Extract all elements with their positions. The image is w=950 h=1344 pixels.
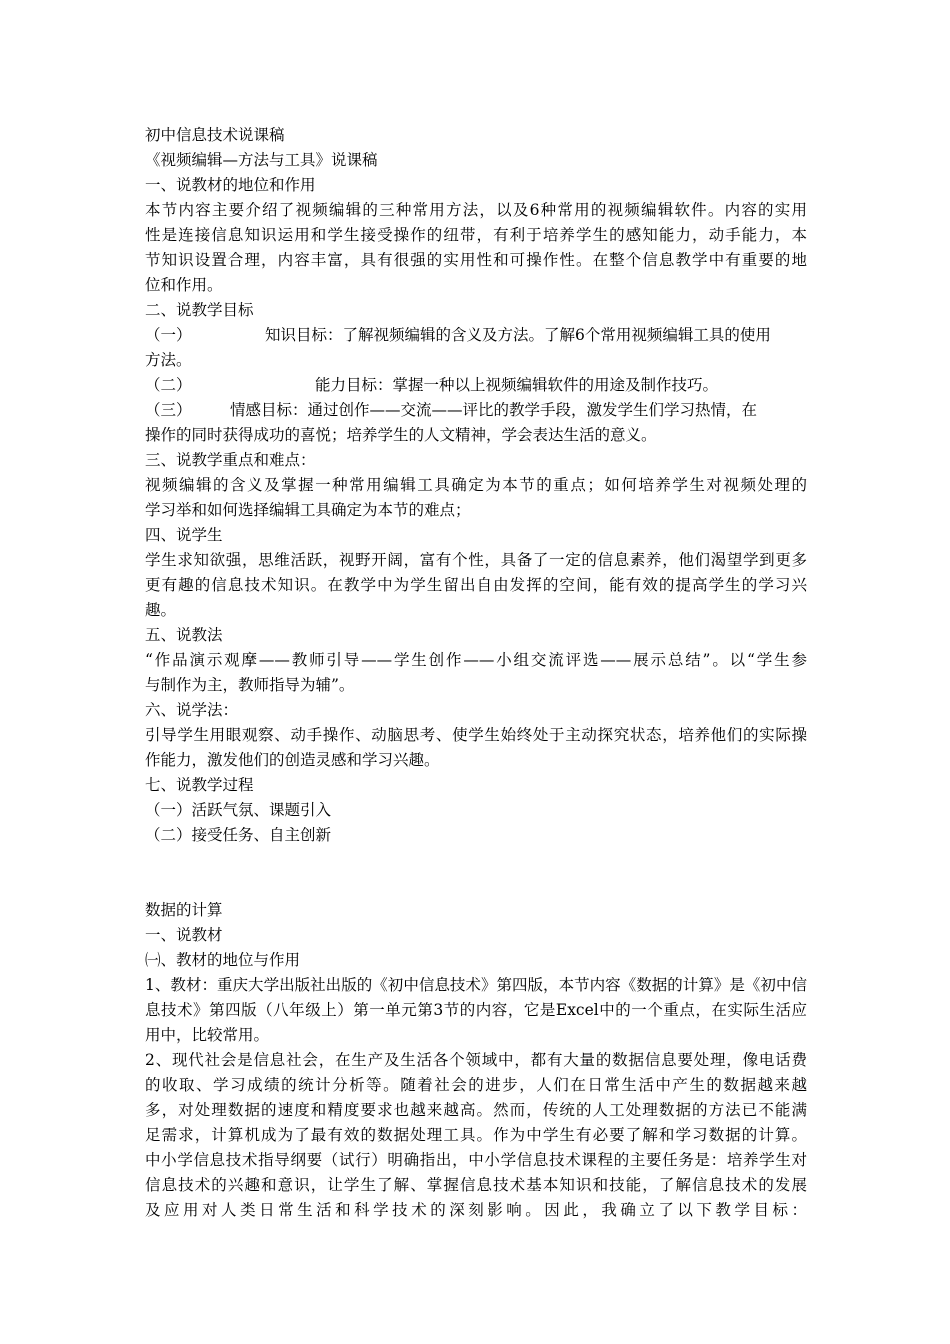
goal-1 bbox=[145, 323, 807, 348]
paragraph-line: 信息技术的兴趣和意识，让学生了解、掌握信息技术基本知识和技能，了解信息技术的发展 bbox=[145, 1176, 807, 1194]
paragraph-line: 位和作用。 bbox=[145, 276, 223, 294]
paragraph-line: 学生求知欲强，思维活跃，视野开阔，富有个性，具备了一定的信息素养，他们渴望学到更多 bbox=[145, 551, 807, 569]
paragraph-line: 的收取、学习成绩的统计分析等。随着社会的进步，人们在日常生活中产生的数据越来越 bbox=[145, 1076, 807, 1094]
paragraph-line: 足需求，计算机成为了最有效的数据处理工具。作为中学生有必要了解和学习数据的计算。 bbox=[145, 1126, 807, 1144]
paragraph-line: 本节内容主要介绍了视频编辑的三种常用方法，以及6种常用的视频编辑软件。内容的实用 bbox=[145, 201, 807, 219]
heading-2: 二、说教学目标 bbox=[145, 301, 254, 319]
goal-3 bbox=[145, 398, 807, 423]
paragraph-line: 用中，比较常用。 bbox=[145, 1026, 270, 1044]
goal-text: 情感目标：通过创作——交流——评比的教学手段，激发学生们学习热情，在 bbox=[230, 401, 758, 419]
paragraph-line: 节知识设置合理，内容丰富，具有很强的实用性和可操作性。在整个信息教学中有重要的地 bbox=[145, 251, 807, 269]
subheading: （二）接受任务、自主创新 bbox=[145, 826, 332, 844]
goal-3-continued: 操作的同时获得成功的喜悦；培养学生的人文精神，学会表达生活的意义。 bbox=[145, 426, 657, 444]
lesson-subtitle: 《视频编辑—方法与工具》说课稿 bbox=[145, 151, 378, 169]
heading-1: 一、说教材的地位和作用 bbox=[145, 176, 316, 194]
heading-3: 三、说教学重点和难点： bbox=[145, 451, 316, 469]
document-body bbox=[145, 123, 807, 1223]
paragraph-line: 息技术》第四版（八年级上）第一单元第3节的内容，它是Excel中的一个重点，在实际生活应 bbox=[145, 1001, 807, 1019]
subheading: （一）活跃气氛、课题引入 bbox=[145, 801, 332, 819]
section-2-heading-1: 一、说教材 bbox=[145, 926, 223, 944]
goal-2 bbox=[145, 373, 807, 398]
paragraph-line: 作能力，激发他们的创造灵感和学习兴趣。 bbox=[145, 751, 440, 769]
goal-text: 能力目标：掌握一种以上视频编辑软件的用途及制作技巧。 bbox=[315, 376, 719, 394]
section-2-title: 数据的计算 bbox=[145, 901, 223, 919]
paragraph-line: 趣。 bbox=[145, 601, 177, 619]
goal-number: （一） bbox=[145, 326, 192, 344]
heading-7: 七、说教学过程 bbox=[145, 776, 254, 794]
paragraph-line: 1、教材：重庆大学出版社出版的《初中信息技术》第四版，本节内容《数据的计算》是《初中信 bbox=[145, 976, 807, 994]
goal-text: 知识目标：了解视频编辑的含义及方法。了解6个常用视频编辑工具的使用 bbox=[265, 326, 771, 344]
paragraph-line: 与制作为主，教师指导为辅”。 bbox=[145, 676, 355, 694]
paragraph-line: 视频编辑的含义及掌握一种常用编辑工具确定为本节的重点；如何培养学生对视频处理的 bbox=[145, 476, 807, 494]
paragraph-line: 2、现代社会是信息社会，在生产及生活各个领域中，都有大量的数据信息要处理，像电话费 bbox=[145, 1051, 807, 1069]
paragraph-line: 及应用对人类日常生活和科学技术的深刻影响。因此，我确立了以下教学目标： bbox=[145, 1201, 807, 1219]
paragraph-line: “作品演示观摩——教师引导——学生创作——小组交流评选——展示总结”。以“学生参 bbox=[145, 651, 807, 669]
goal-1-continued: 方法。 bbox=[145, 351, 192, 369]
document-title: 初中信息技术说课稿 bbox=[145, 126, 285, 144]
section-2-subheading: ㈠、教材的地位与作用 bbox=[145, 951, 301, 969]
paragraph-line: 中小学信息技术指导纲要（试行）明确指出，中小学信息技术课程的主要任务是：培养学生对 bbox=[145, 1151, 807, 1169]
paragraph-line: 引导学生用眼观察、动手操作、动脑思考、使学生始终处于主动探究状态，培养他们的实际操 bbox=[145, 726, 807, 744]
paragraph-line: 更有趣的信息技术知识。在教学中为学生留出自由发挥的空间，能有效的提高学生的学习兴 bbox=[145, 576, 807, 594]
heading-5: 五、说教法 bbox=[145, 626, 223, 644]
section-gap bbox=[145, 848, 807, 898]
paragraph-line: 多，对处理数据的速度和精度要求也越来越高。然而，传统的人工处理数据的方法已不能满 bbox=[145, 1101, 807, 1119]
goal-number: （二） bbox=[145, 376, 192, 394]
paragraph-line: 学习举和如何选择编辑工具确定为本节的难点； bbox=[145, 501, 471, 519]
goal-number: （三） bbox=[145, 401, 192, 419]
paragraph-line: 性是连接信息知识运用和学生接受操作的纽带，有利于培养学生的感知能力，动手能力，本 bbox=[145, 226, 807, 244]
heading-6: 六、说学法： bbox=[145, 701, 239, 719]
heading-4: 四、说学生 bbox=[145, 526, 223, 544]
